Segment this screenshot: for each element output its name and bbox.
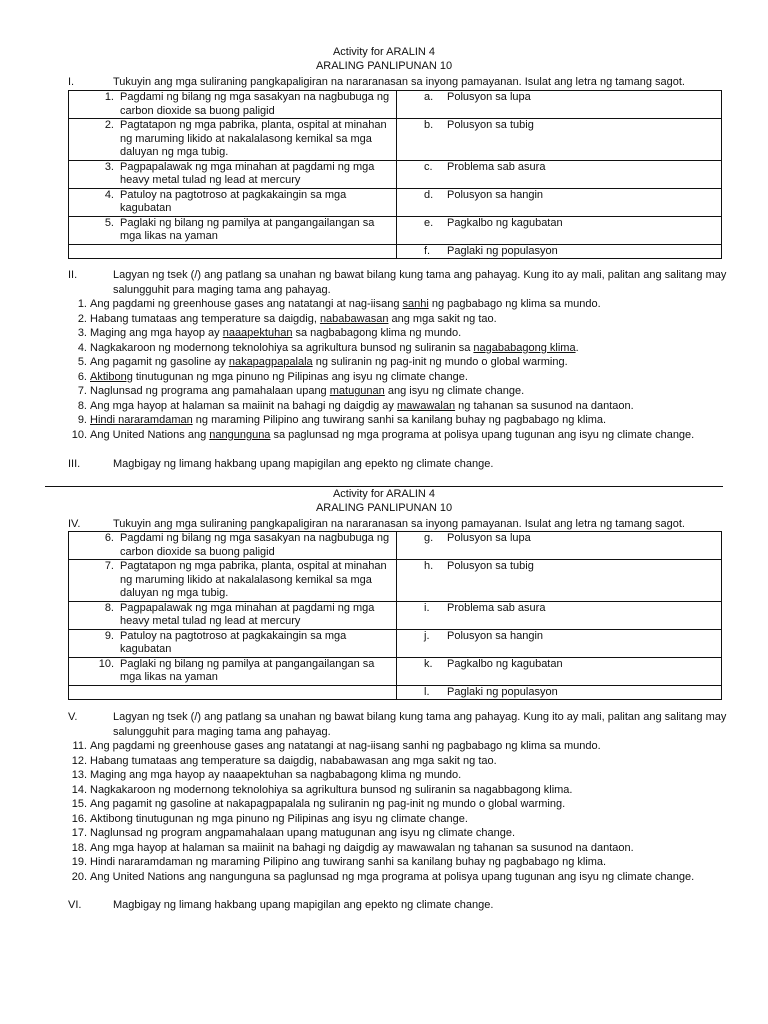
statement-text: Ang United Nations ang nangunguna sa paglunsad ng mga programa at polisya upang tugunan ang isyu ng climate change. [90,870,695,883]
choice-letter: j. [424,629,430,642]
statement-text: Hindi nararamdaman ng maraming Pilipino ang tuwirang sanhi sa kanilang buhay ng pagbabago ng klima. [90,856,607,868]
list-item [68,797,768,812]
statement-text: ng tahanan sa susunod na dantaon. [455,399,634,412]
list-item [68,312,768,327]
statement-number: 8. [77,399,87,412]
item-number: 3. [104,160,114,173]
statement-number: 17. [71,827,87,839]
underlined-word: Hindi nararamdaman [90,414,193,426]
item-number: 6. [104,532,114,544]
matching-table [68,531,722,700]
statement-text: Naglunsad ng programa ang pamahalaan upang [90,385,330,397]
list-item [68,355,768,370]
statement-text: sa paglunsad ng mga programa at polisya upang tugunan ang isyu ng climate change. [270,428,695,441]
table-row [69,188,722,216]
statement-number: 15. [71,798,87,810]
statement-text: Nagkakaroon ng modernong teknolohiya sa agrikultura bunsod ng suliranin sa nagabbagong klima. [90,783,573,796]
roman-numeral: VI. [68,899,82,911]
choice-text: Problema sab asura [447,160,546,173]
section-divider [45,486,723,487]
statement-text: Aktibong tinutugunan ng mga pinuno ng Pilipinas ang isyu ng climate change. [90,812,468,825]
underlined-word: sanhi [402,298,429,310]
choice-text: Pagkalbo ng kagubatan [447,216,563,229]
item-number: 8. [104,601,114,614]
statement-number: 5. [77,356,87,368]
item-number: 2. [104,119,114,131]
choice-text: Polusyon sa hangin [447,188,544,201]
activity-title: Activity for ARALIN 4 [332,488,436,500]
table-row [69,685,722,700]
statement-list [68,739,768,884]
item-number: 4. [104,188,114,201]
statement-number: 14. [71,783,87,796]
list-item [68,384,768,399]
list-item [68,739,768,754]
item-text: Pagdami ng bilang ng mga sasakyan na nagbubuga ng carbon dioxide sa buong paligid [120,532,390,558]
question-i [68,75,728,90]
statement-number: 12. [71,754,87,767]
item-number: 10. [98,657,114,670]
statement-number: 7. [77,385,87,397]
statement-text: Habang tumataas ang temperature sa daigdig, [90,312,320,325]
choice-letter: k. [424,657,433,670]
choice-text: Polusyon sa hangin [447,629,544,642]
statement-text: sa nagbabagong klima ng mundo. [292,327,462,339]
statement-number: 11. [72,740,87,752]
choice-letter: d. [424,188,434,201]
list-item [68,297,768,312]
statement-number: 10. [71,428,87,441]
choice-text: Paglaki ng populasyon [447,685,558,698]
underlined-word: matugunan [329,385,385,397]
table-row [69,160,722,188]
statement-text: ang isyu ng climate change. [384,385,525,397]
roman-numeral: II. [68,269,78,281]
list-item [68,870,768,885]
choice-letter: h. [424,560,434,572]
table-row [69,629,722,657]
choice-text: Polusyon sa tubig [447,560,534,572]
list-item [68,341,768,356]
statement-text: ang mga sakit ng tao. [388,312,497,325]
roman-numeral: III. [68,458,81,470]
list-item [68,768,768,783]
list-item [68,413,768,428]
statement-text: Naglunsad ng program angpamahalaan upang matugunan ang isyu ng climate change. [90,827,516,839]
statement-number: 3. [77,327,87,339]
statement-text: . [575,341,579,354]
statement-text: tinutugunan ng mga pinuno ng Pilipinas ang isyu ng climate change. [132,370,468,383]
list-item [68,855,768,870]
table-row [69,244,722,259]
choice-letter: a. [424,91,434,103]
item-text: Patuloy na pagtotroso at pagkakaingin sa mga kagubatan [120,188,347,214]
statement-number: 13. [71,769,87,781]
statement-number: 6. [77,370,87,383]
table-row [69,532,722,560]
underlined-word: nababawasan [319,312,389,325]
instruction-text: Tukuyin ang mga suliraning pangkapaligiran na nararanasan sa inyong pamayanan. Isulat ang letra ng tamang sagot. [113,76,685,88]
list-item [68,826,768,841]
choice-text: Pagkalbo ng kagubatan [447,657,563,670]
item-text: Pagpapalawak ng mga minahan at pagdami ng mga heavy metal tulad ng lead at mercury [120,601,375,627]
statement-text: Ang pagamit ng gasoline at nakapagpapalala ng suliranin ng pag-init ng mundo o global warming. [90,798,566,810]
choice-text: Polusyon sa lupa [447,91,531,103]
choice-letter: c. [424,160,433,173]
list-item [68,754,768,769]
item-text: Paglaki ng bilang ng pamilya at pangangailangan sa mga likas na yaman [120,657,375,683]
instruction-text: Magbigay ng limang hakbang upang mapigilan ang epekto ng climate change. [113,458,494,470]
item-text: Paglaki ng bilang ng pamilya at pangangailangan sa mga likas na yaman [120,216,375,242]
statement-text: ng pagbabago ng klima sa mundo. [428,298,601,310]
list-item [68,399,768,414]
item-text: Pagpapalawak ng mga minahan at pagdami ng mga heavy metal tulad ng lead at mercury [120,160,375,186]
item-text: Pagdami ng bilang ng mga sasakyan na nagbubuga ng carbon dioxide sa buong paligid [120,91,390,117]
statement-number: 9. [77,414,87,426]
list-item [68,783,768,798]
table-row [69,91,722,119]
instruction-text: Lagyan ng tsek (/) ang patlang sa unahan ng bawat bilang kung tama ang pahayag. Kung ito ay mali, palitan ang salitang may salungguhit para maging tama ang pahayag. [113,711,727,738]
statement-number: 4. [77,341,87,354]
statement-text: Ang pagamit ng gasoline ay [90,356,229,368]
choice-text: Paglaki ng populasyon [447,244,558,257]
table-row [69,119,722,161]
choice-letter: e. [424,216,434,229]
statement-text: ng suliranin ng pag-init ng mundo o global warming. [312,356,568,368]
statement-number: 2. [77,312,87,325]
roman-numeral: V. [68,711,78,723]
table-row [69,560,722,602]
question-vi [68,898,728,913]
statement-number: 16. [71,812,87,825]
list-item [68,841,768,856]
roman-numeral: IV. [68,518,81,530]
statement-text: Ang United Nations ang [90,428,210,441]
question-iii [68,457,728,472]
list-item [68,428,768,443]
statement-text: Ang mga hayop at halaman sa maiinit na bahagi ng daigdig ay mawawalan ng tahanan sa susunod na dantaon. [90,841,634,854]
item-number: 5. [104,216,114,229]
table-row [69,601,722,629]
statement-text: Nagkakaroon ng modernong teknolohiya sa agrikultura bunsod ng suliranin sa [90,341,474,354]
item-text: Pagtatapon ng mga pabrika, planta, ospital at minahan ng maruming likido at nakalalasong kemikal sa mga daluyan ng mga tubig. [120,119,387,158]
underlined-word: nangunguna [209,428,271,441]
item-text: Patuloy na pagtotroso at pagkakaingin sa mga kagubatan [120,629,347,655]
statement-number: 18. [71,841,87,854]
underlined-word: nagababagong klima [473,341,576,354]
subject-title: ARALING PANLIPUNAN 10 [315,502,453,514]
question-ii [68,268,728,297]
statement-text: Maging ang mga hayop ay naaapektuhan sa nagbabagong klima ng mundo. [90,769,462,781]
choice-letter: b. [424,119,434,131]
choice-letter: f. [424,244,431,257]
choice-text: Polusyon sa lupa [447,532,531,544]
instruction-text: Magbigay ng limang hakbang upang mapigilan ang epekto ng climate change. [113,899,494,911]
statement-list [68,297,768,442]
table-row [69,657,722,685]
instruction-text: Lagyan ng tsek (/) ang patlang sa unahan ng bawat bilang kung tama ang pahayag. Kung ito ay mali, palitan ang salitang may salungguhit para maging tama ang pahayag. [113,269,727,296]
list-item [68,326,768,341]
question-iv [68,517,728,532]
statement-text: Ang pagdami ng greenhouse gases ang natatangi at nag-iisang [90,298,403,310]
choice-text: Problema sab asura [447,601,546,614]
statement-text: Maging ang mga hayop ay [90,327,223,339]
instruction-text: Tukuyin ang mga suliraning pangkapaligiran na nararanasan sa inyong pamayanan. Isulat ang letra ng tamang sagot. [113,518,685,530]
table-row [69,216,722,244]
list-item [68,370,768,385]
statement-text: ng maraming Pilipino ang tuwirang sanhi sa kanilang buhay ng pagbabago ng klima. [192,414,607,426]
statement-text: Ang pagdami ng greenhouse gases ang natatangi at nag-iisang sanhi ng pagbabago ng klima sa mundo. [90,740,601,752]
item-number: 9. [104,629,114,642]
underlined-word: mawawalan [397,399,456,412]
underlined-word: naaapektuhan [222,327,293,339]
statement-number: 1. [77,298,87,310]
item-number: 1. [104,91,114,103]
statement-number: 20. [71,870,87,883]
item-number: 7. [104,560,114,572]
underlined-word: nakapagpapalala [228,356,313,368]
underlined-word: Aktibong [90,370,133,383]
roman-numeral: I. [68,76,75,88]
activity-title: Activity for ARALIN 4 [332,46,436,58]
choice-letter: g. [424,532,434,544]
matching-table [68,90,722,259]
statement-text: Ang mga hayop at halaman sa maiinit na bahagi ng daigdig ay [90,399,397,412]
choice-letter: i. [424,601,430,614]
choice-text: Polusyon sa tubig [447,119,534,131]
statement-text: Habang tumataas ang temperature sa daigdig, nababawasan ang mga sakit ng tao. [90,754,497,767]
choice-letter: l. [424,685,430,698]
subject-title: ARALING PANLIPUNAN 10 [315,60,453,72]
list-item [68,812,768,827]
statement-number: 19. [71,856,87,868]
question-v [68,710,728,739]
item-text: Pagtatapon ng mga pabrika, planta, ospital at minahan ng maruming likido at nakalalasong kemikal sa mga daluyan ng mga tubig. [120,560,387,599]
